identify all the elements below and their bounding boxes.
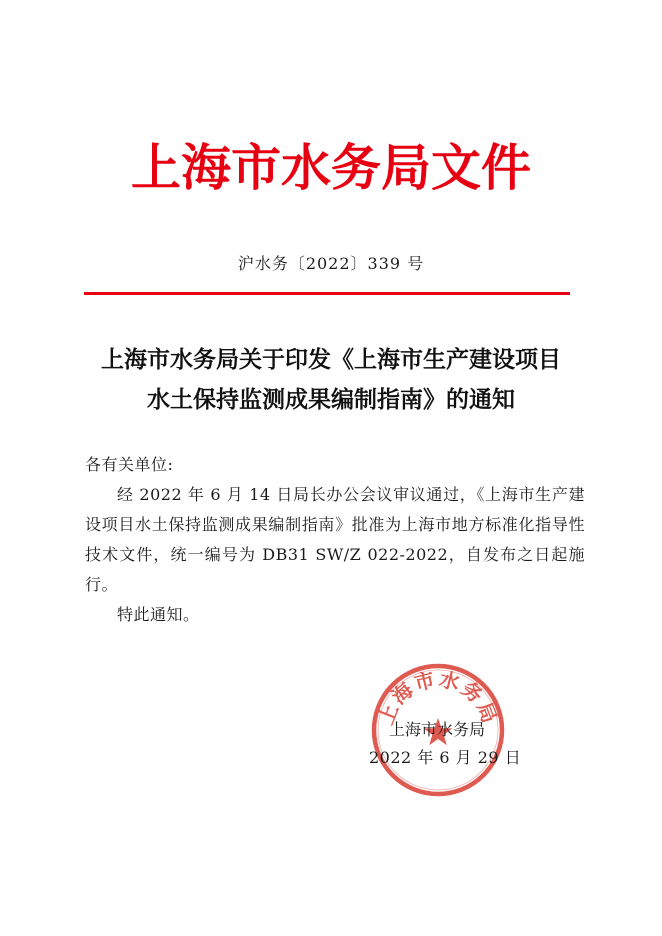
closing-line: 特此通知。 [117,605,200,624]
red-divider-line [84,292,570,295]
signature-date: 2022 年 6 月 29 日 [369,748,522,767]
salutation: 各有关单位: [85,455,174,474]
notice-title-line-2: 水土保持监测成果编制指南》的通知 [147,386,515,413]
notice-title [60,340,602,420]
body-paragraph: 经 2022 年 6 月 14 日局长办公会议审议通过，《上海市生产建设项目水土保持监测成果编制指南》批准为上海市地方标准化指导性技术文件，统一编号为 DB31 SW/Z 022-2022，自发布之日起施行。 [85,485,585,594]
notice-title-line-1: 上海市水务局关于印发《上海市生产建设项目 [101,346,561,373]
document-header-title: 上海市水务局文件 [131,139,531,197]
document-number: 沪水务〔2022〕339 号 [237,254,425,273]
notice-body [85,450,585,630]
svg-text:上海市水务局: 上海市水务局 [373,666,503,728]
signature-organization: 上海市水务局 [389,720,486,739]
